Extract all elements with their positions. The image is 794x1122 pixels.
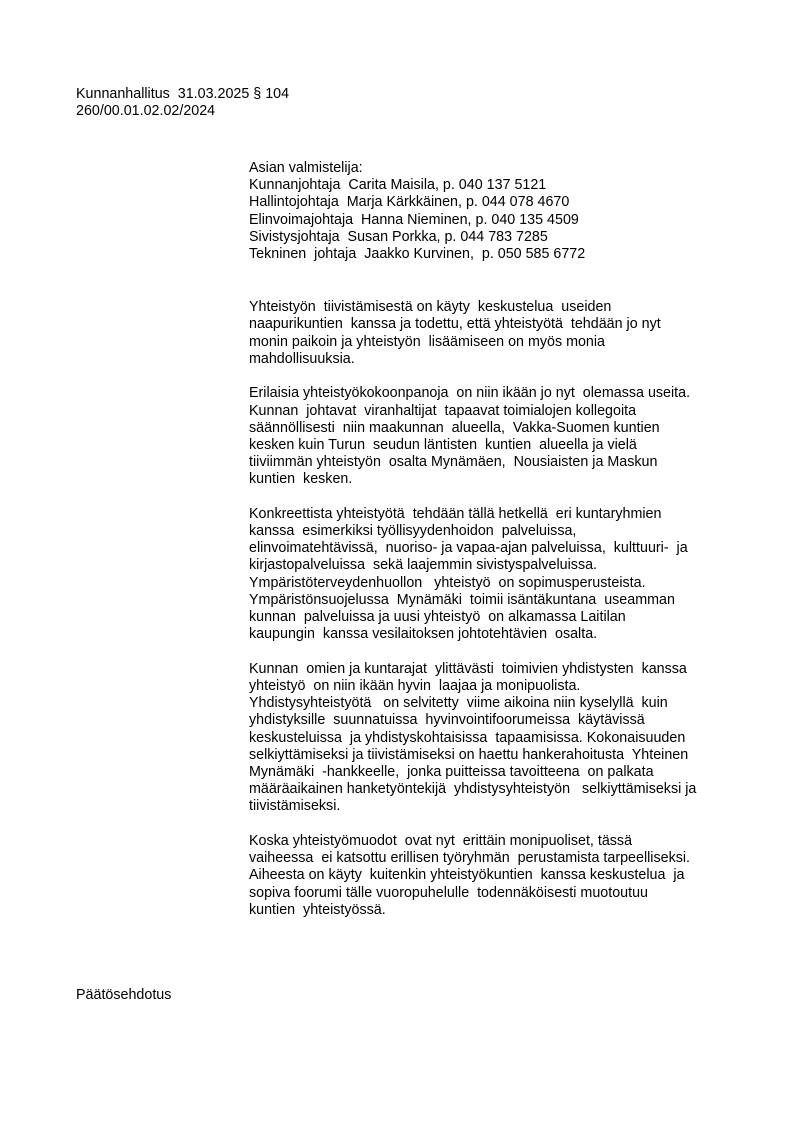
paragraph-line: naapurikuntien kanssa ja todettu, että yhteistyötä tehdään jo nyt: [249, 316, 661, 333]
paragraph-line: keskusteluissa ja yhdistyskohtaisissa tapaamisissa. Kokonaisuuden: [249, 729, 686, 746]
paragraph-line: Yhdistysyhteistyötä on selvitetty viime aikoina niin kyselyllä kuin: [249, 695, 668, 712]
paragraph-line: Konkreettista yhteistyötä tehdään tällä hetkellä eri kuntaryhmien: [249, 505, 662, 522]
paragraph-line: Mynämäki -hankkeelle, jonka puitteissa tavoitteena on palkata: [249, 763, 654, 780]
paragraph-line: Yhteistyön tiivistämisestä on käyty keskustelua useiden: [249, 299, 612, 316]
document-body: [249, 160, 769, 936]
preparer-line: Hallintojohtaja Marja Kärkkäinen, p. 044 078 4670: [249, 194, 570, 211]
preparer-line: Elinvoimajohtaja Hanna Nieminen, p. 040 135 4509: [249, 211, 579, 228]
paragraph-line: kunnan palveluissa ja uusi yhteistyö on alkamassa Laitilan: [249, 609, 626, 626]
paragraph-line: Ympäristöterveydenhuollon yhteistyö on sopimusperusteista.: [249, 574, 646, 591]
paragraph-line: määräaikainen hanketyöntekijä yhdistysyhteistyön selkiyttämiseksi ja: [249, 781, 697, 798]
paragraph-line: sopiva foorumi tälle vuoropuhelulle todennäköisesti muotoutuu: [249, 884, 648, 901]
decision-proposal-heading: Päätösehdotus: [76, 987, 172, 1003]
paragraph: [249, 299, 769, 368]
paragraph-line: Aiheesta on käyty kuitenkin yhteistyökuntien kanssa keskustelua ja: [249, 867, 685, 884]
paragraph-line: tiivistämiseksi.: [249, 798, 341, 815]
paragraph-line: Ympäristönsuojelussa Mynämäki toimii isäntäkuntana useamman: [249, 591, 675, 608]
paragraph-line: kesken kuin Turun seudun läntisten kuntien alueella ja vielä: [249, 436, 637, 453]
paragraph-line: kirjastopalveluissa sekä laajemmin sivistyspalveluissa.: [249, 557, 598, 574]
paragraph-line: Erilaisia yhteistyökokoonpanoja on niin ikään jo nyt olemassa useita.: [249, 385, 691, 402]
paragraph-line: Koska yhteistyömuodot ovat nyt erittäin monipuoliset, tässä: [249, 832, 633, 849]
case-number: 260/00.01.02.02/2024: [76, 103, 216, 120]
paragraph-line: vaiheessa ei katsottu erillisen työryhmän perustamista tarpeelliseksi.: [249, 850, 691, 867]
paragraph-line: kuntien yhteistyössä.: [249, 901, 386, 918]
paragraph: [249, 506, 769, 644]
paragraph-line: Kunnan johtavat viranhaltijat tapaavat toimialojen kollegoita: [249, 402, 637, 419]
preparer-line: Kunnanjohtaja Carita Maisila, p. 040 137 5121: [249, 177, 547, 194]
preparer-line: Sivistysjohtaja Susan Porkka, p. 044 783 7285: [249, 228, 548, 245]
paragraph: [249, 833, 769, 919]
paragraph: [249, 385, 769, 488]
paragraph: [249, 661, 769, 816]
paragraph-line: monin paikoin ja yhteistyön lisäämiseen on myös monia: [249, 333, 606, 350]
paragraph-line: Kunnan omien ja kuntarajat ylittävästi toimivien yhdistysten kanssa: [249, 660, 687, 677]
paragraph-line: selkiyttämiseksi ja tiivistämiseksi on haettu hankerahoitusta Yhteinen: [249, 746, 689, 763]
paragraph-line: yhdistyksille suunnatuissa hyvinvointifoorumeissa käytävissä: [249, 712, 645, 729]
paragraph-line: yhteistyö on niin ikään hyvin laajaa ja monipuolista.: [249, 677, 581, 694]
preparer-line: Tekninen johtaja Jaakko Kurvinen, p. 050 585 6772: [249, 246, 586, 263]
preparers-section: [249, 160, 769, 263]
paragraph-line: kanssa esimerkiksi työllisyydenhoidon palveluissa,: [249, 523, 577, 540]
document-header: [76, 86, 289, 120]
paragraph-line: kaupungin kanssa vesilaitoksen johtotehtävien osalta.: [249, 626, 598, 643]
paragraph-line: säännöllisesti niin maakunnan alueella, Vakka-Suomen kuntien: [249, 419, 660, 436]
preparers-heading: Asian valmistelija:: [249, 160, 363, 176]
paragraph-line: elinvoimatehtävissä, nuoriso- ja vapaa-ajan palveluissa, kulttuuri- ja: [249, 540, 688, 557]
meeting-reference: Kunnanhallitus 31.03.2025 § 104: [76, 86, 290, 102]
paragraph-line: mahdollisuuksia.: [249, 350, 355, 367]
paragraph-line: tiiviimmän yhteistyön osalta Mynämäen, Nousiaisten ja Maskun: [249, 454, 658, 471]
paragraph-line: kuntien kesken.: [249, 471, 353, 488]
